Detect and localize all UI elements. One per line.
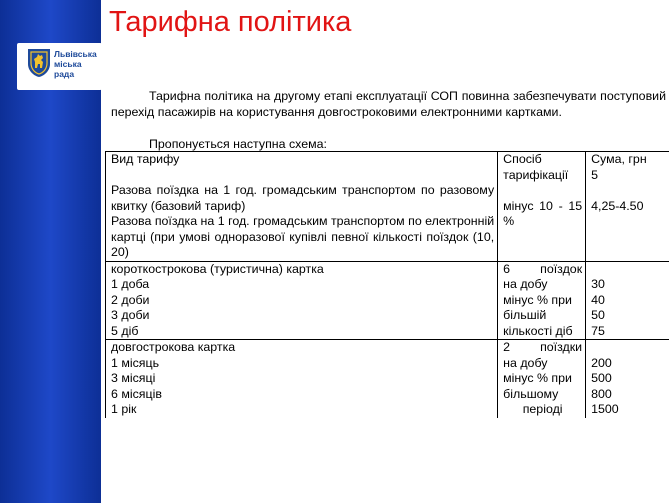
short-item-label: 3 доби	[111, 308, 150, 322]
table-row	[106, 152, 669, 262]
header-type: Вид тарифу	[111, 152, 180, 166]
logo-line-1: Львівська	[54, 49, 97, 59]
long-item-label: 1 місяць	[111, 355, 160, 370]
long-item-label: 3 місяці	[111, 371, 156, 385]
table-cell	[586, 152, 669, 262]
short-item-method: на добу	[503, 277, 548, 291]
short-item-amount: 30	[591, 277, 605, 291]
row-card-method: мінус 10 - 15 %	[503, 198, 583, 228]
long-item-amount: 200	[591, 355, 612, 370]
long-item-method: мінус % при	[503, 371, 572, 385]
lion-crest-icon	[27, 48, 51, 78]
table-cell	[106, 152, 498, 262]
long-item-method: періоді	[522, 402, 563, 416]
table-cell	[498, 340, 586, 418]
table-cell	[586, 340, 669, 418]
long-item-method: на добу	[503, 355, 548, 370]
long-item-amount: 1500	[591, 402, 619, 416]
table-cell	[498, 261, 586, 340]
long-item-label: 1 рік	[111, 402, 137, 416]
row-base-type: Разова поїздка на 1 год. громадським транспортом по разовому квитку (базовий тариф)	[111, 183, 495, 213]
header-method: Спосіб тарифікації	[503, 152, 569, 182]
table-cell	[586, 261, 669, 340]
long-item-method: більшому	[503, 386, 559, 401]
short-item-label: 5 діб	[111, 323, 139, 338]
tariff-table	[105, 151, 669, 418]
short-item-amount: 75	[591, 323, 605, 338]
short-item-amount: 40	[591, 292, 605, 307]
row-base-amount: 5	[591, 167, 599, 182]
table-cell	[106, 261, 498, 340]
long-card-heading: довгострокова картка	[111, 340, 236, 354]
short-item-method: мінус % при	[503, 292, 572, 307]
logo-line-2: міська	[54, 59, 82, 69]
long-method-first: 2 поїздки	[503, 340, 583, 354]
short-item-label: 1 доба	[111, 277, 150, 291]
short-card-heading: короткострокова (туристична) картка	[111, 261, 324, 276]
table-cell	[106, 340, 498, 418]
table-cell	[498, 152, 586, 262]
long-item-amount: 500	[591, 371, 612, 385]
long-item-amount: 800	[591, 386, 612, 401]
page-title: Тарифна політика	[109, 6, 352, 38]
short-item-method: кількості діб	[503, 323, 573, 338]
table-row	[106, 340, 669, 418]
scheme-label: Пропонується наступна схема:	[149, 137, 327, 151]
short-item-label: 2 доби	[111, 292, 150, 307]
header-amount: Сума, грн	[591, 152, 647, 166]
row-card-type: Разова поїздка на 1 год. громадським транспортом по електронній картці (при умові одноразової купівлі певної кількості поїздок (10, 20)	[111, 214, 495, 259]
short-item-amount: 50	[591, 308, 605, 322]
short-item-method: більшій	[503, 308, 547, 322]
row-card-amount: 4,25-4.50	[591, 198, 644, 213]
logo-line-3: рада	[54, 69, 75, 79]
city-council-logo	[17, 43, 102, 90]
intro-text: Тарифна політика на другому етапі експлуатації СОП повинна забезпечувати поступовий перехід пасажирів на користування довгостроковими електронними картками.	[111, 89, 666, 119]
intro-paragraph	[111, 89, 666, 120]
long-item-label: 6 місяців	[111, 386, 162, 401]
logo-text	[54, 49, 97, 79]
short-method-first: 6 поїздок	[503, 261, 583, 276]
table-row	[106, 261, 669, 340]
